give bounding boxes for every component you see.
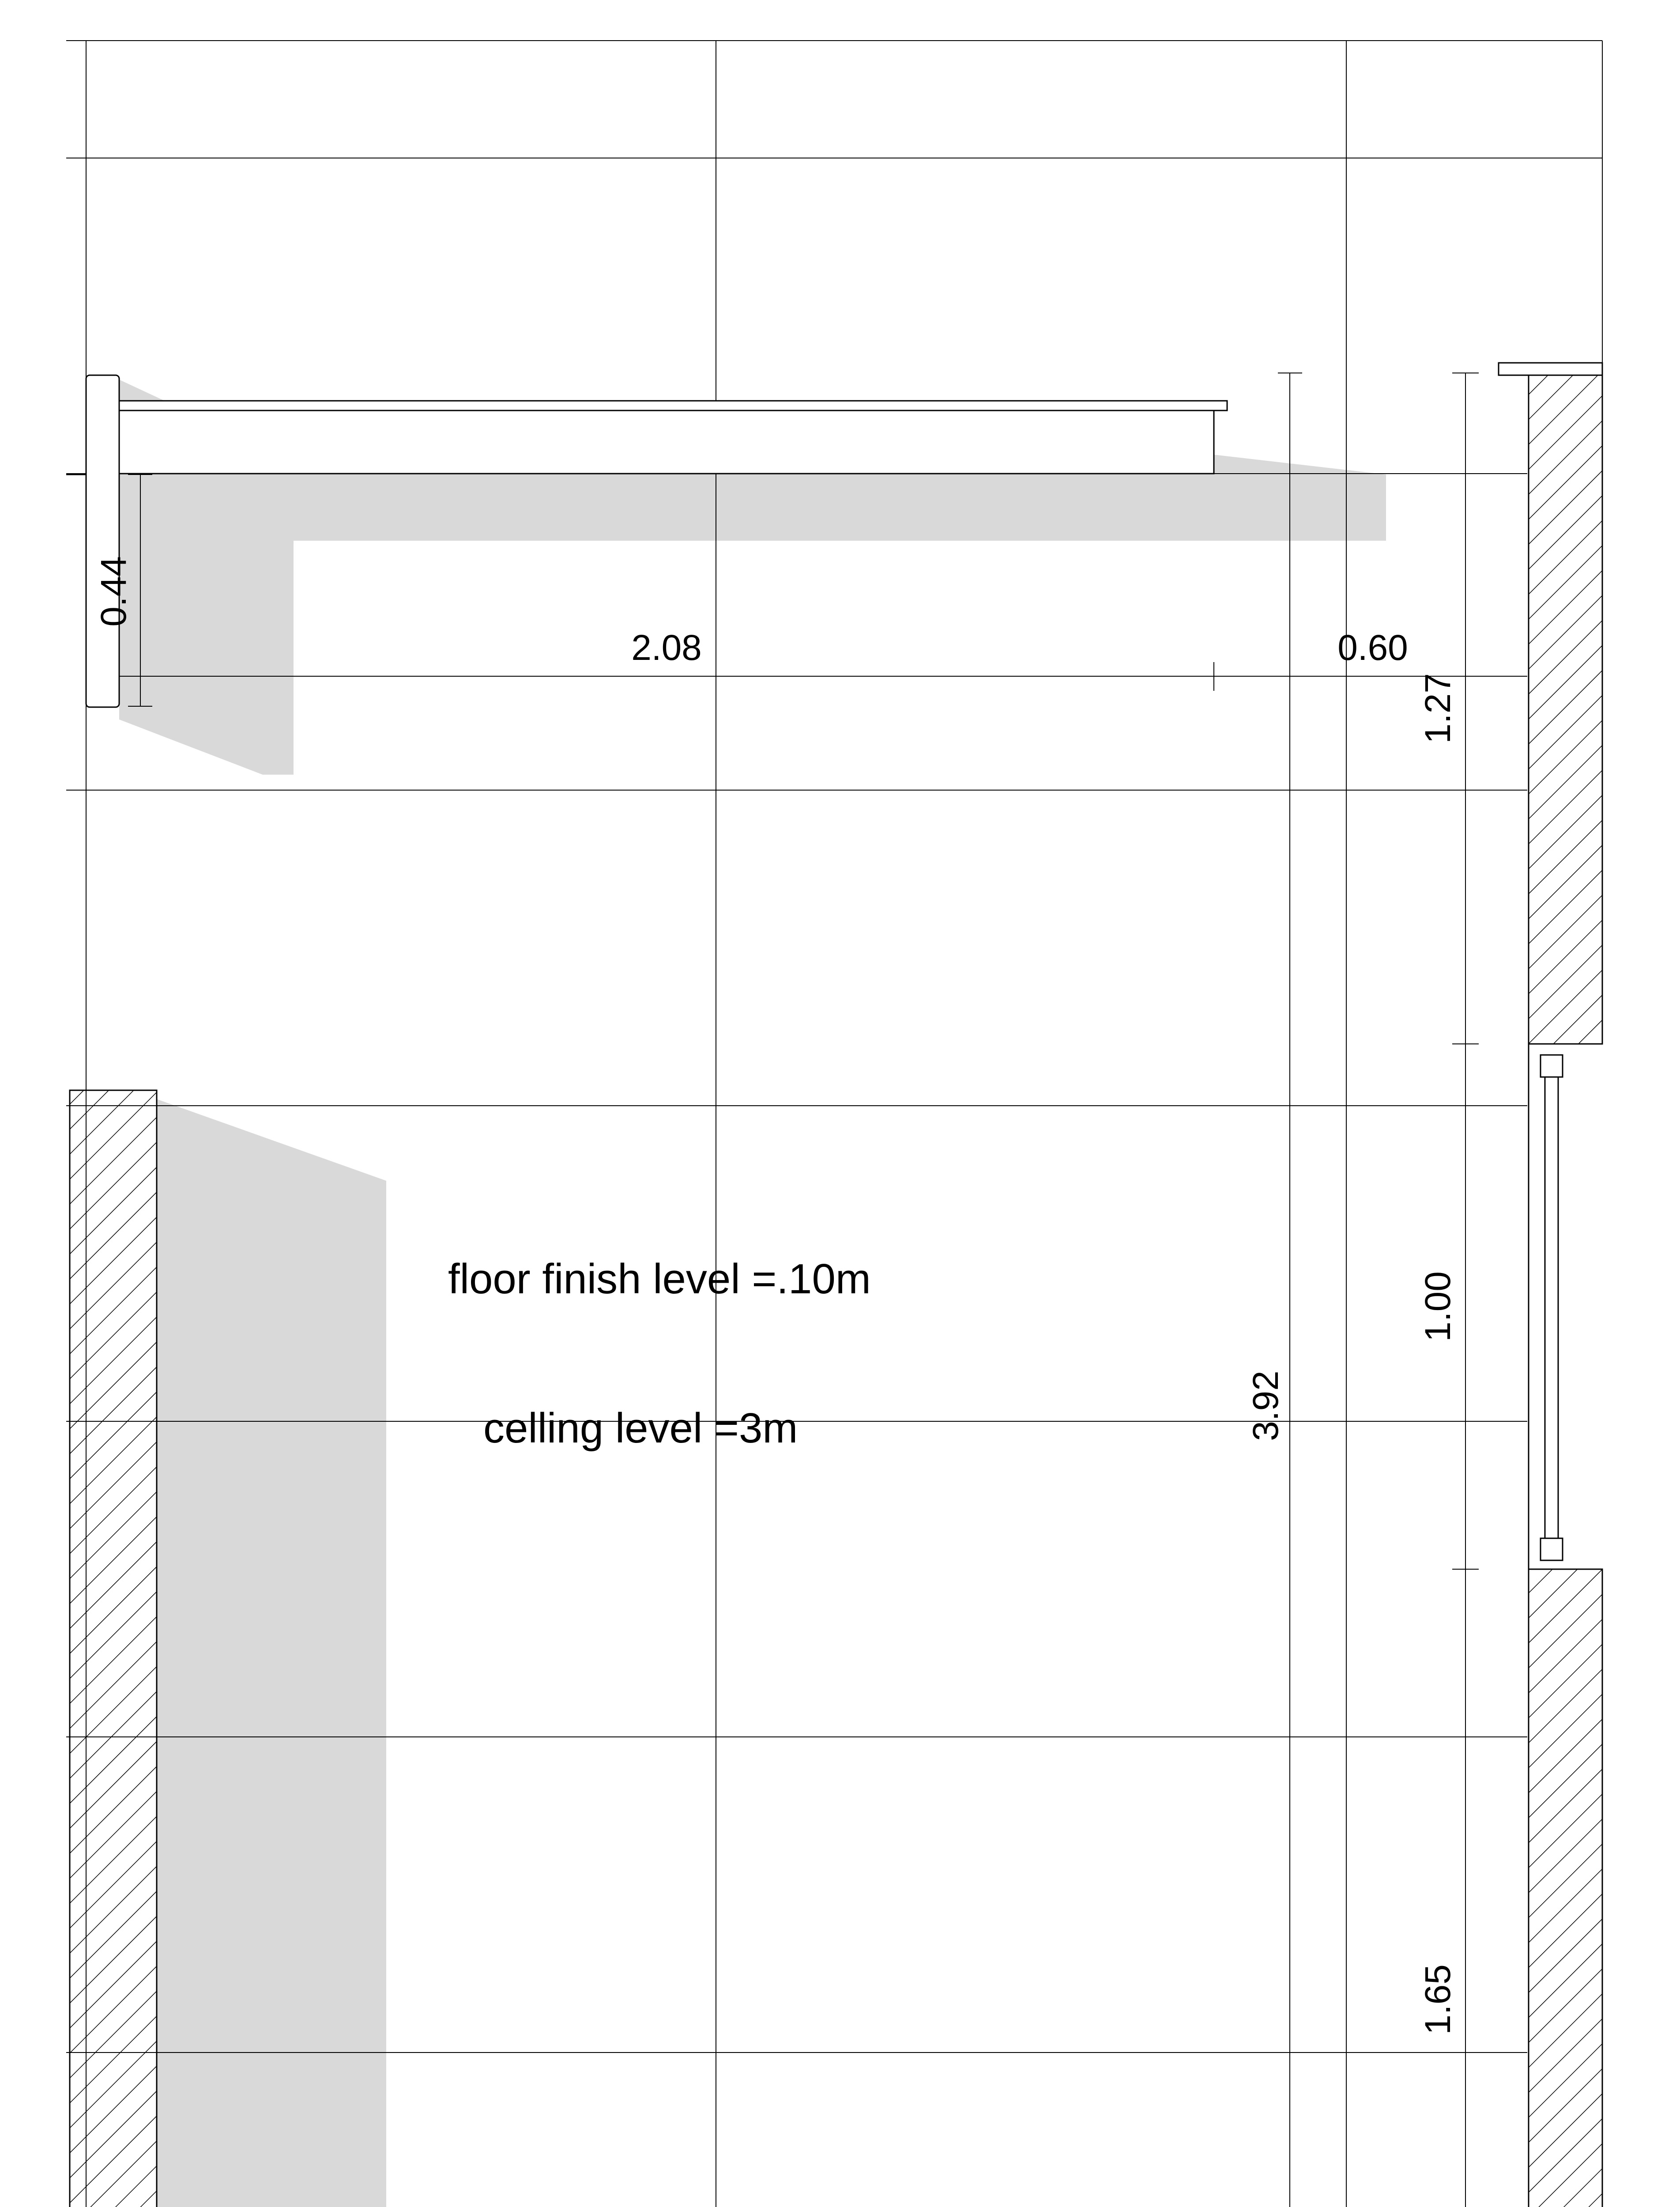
note-floor-finish: floor finish level =.10m xyxy=(448,1255,871,1303)
right-wall-lower xyxy=(1529,1569,1602,2207)
left-wall xyxy=(70,1090,157,2207)
window xyxy=(1541,1055,1563,1560)
dim-label-shelf-depth: 0.44 xyxy=(94,556,134,627)
shelf-panel xyxy=(119,401,1214,474)
right-wall-cap xyxy=(1499,363,1602,375)
window-frame-top xyxy=(1541,1055,1563,1077)
shelf-top-edge xyxy=(119,401,1227,411)
dim-label-lower-wall: 1.65 xyxy=(1418,1964,1458,2035)
left-wall-shadow xyxy=(157,1099,386,2207)
shelf-bracket xyxy=(86,375,119,707)
dim-label-shelf-length: 2.08 xyxy=(631,628,702,668)
note-ceiling-level: celling level =3m xyxy=(483,1405,798,1452)
dim-label-room-length: 3.92 xyxy=(1246,1371,1286,1441)
dim-label-upper-wall: 1.27 xyxy=(1418,673,1458,744)
dim-label-window-width: 1.00 xyxy=(1418,1271,1458,1342)
right-wall-upper xyxy=(1529,364,1602,1044)
dim-label-shelf-gap: 0.60 xyxy=(1337,628,1408,668)
window-frame-bottom xyxy=(1541,1538,1563,1560)
